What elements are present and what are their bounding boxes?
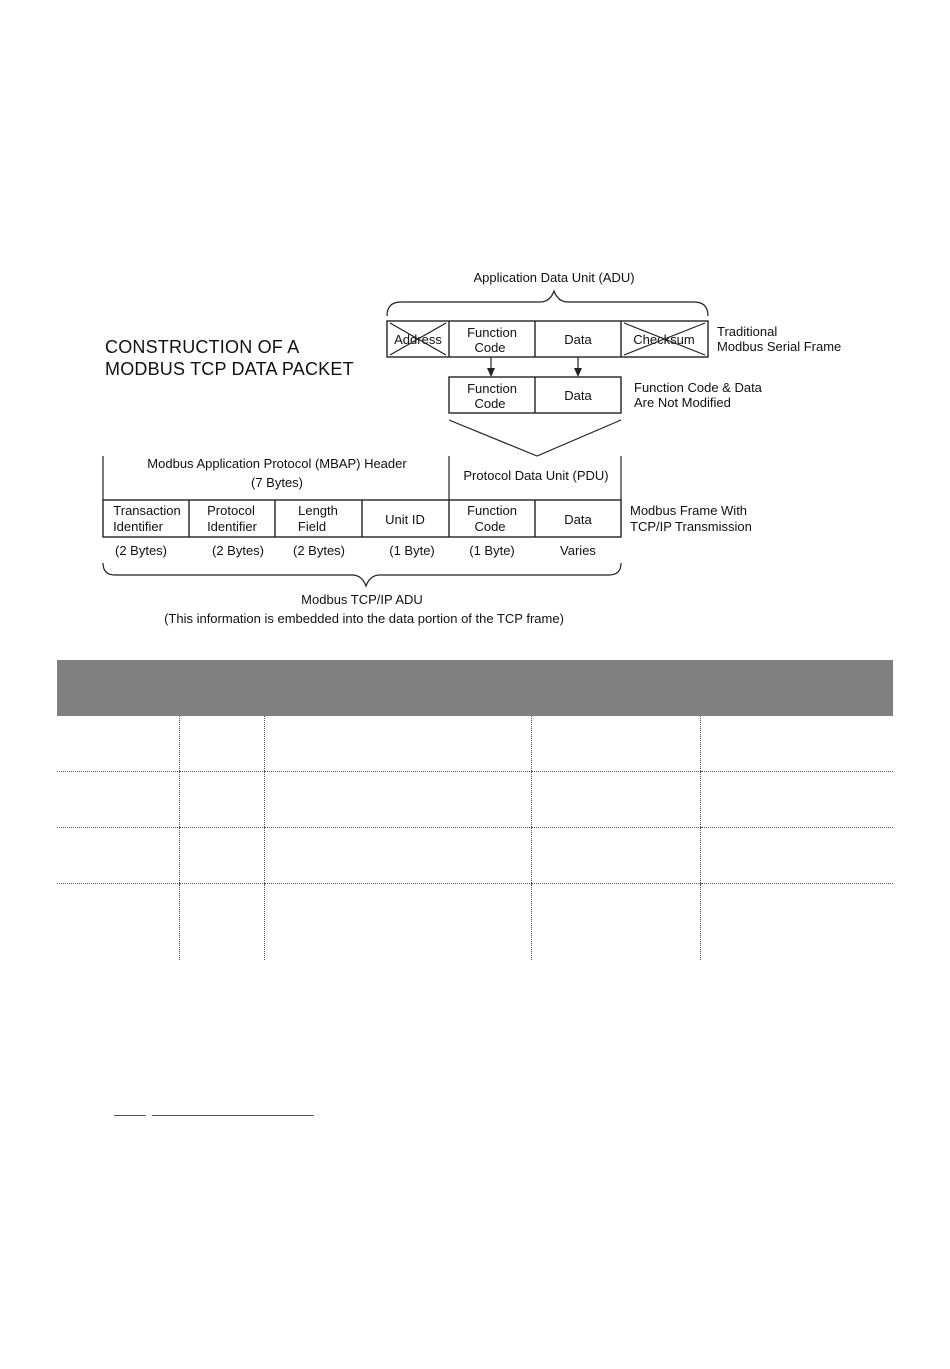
serial-side-label-1: Traditional — [717, 324, 778, 339]
modbus-tcp-diagram — [0, 0, 950, 650]
checksum-cell: Checksum — [633, 332, 695, 347]
address-cell: Address — [394, 332, 442, 347]
table-row — [57, 828, 893, 884]
length-label: Length — [298, 503, 338, 518]
serial-frame — [387, 321, 708, 357]
tcp-side-label-1: Modbus Frame With — [630, 503, 748, 518]
length-size: (2 Bytes) — [292, 543, 346, 558]
tcp-side-label-2: TCP/IP Transmission — [630, 519, 752, 534]
unit-id-size: (1 Byte) — [389, 543, 435, 558]
table-row — [57, 716, 893, 772]
table-header-cell — [264, 660, 531, 716]
link-underline-short[interactable] — [114, 1103, 146, 1116]
mbap-bytes-label: (7 Bytes) — [250, 475, 304, 490]
unit-id-cell: Unit ID — [385, 512, 425, 527]
blank-table — [57, 660, 893, 960]
link-underline-long[interactable] — [152, 1103, 314, 1116]
mbap-header-label: Modbus Application Protocol (MBAP) Header — [147, 456, 407, 471]
adu-brace — [387, 291, 708, 316]
table-row — [57, 772, 893, 828]
table-header-cell — [700, 660, 893, 716]
protocol-identifier-label: Identifier — [207, 519, 257, 534]
down-arrows — [487, 357, 582, 377]
serial-side-label-2: Modbus Serial Frame — [717, 339, 842, 354]
tcp-code-label: Code — [474, 519, 506, 534]
pdu-copy-code-label: Code — [474, 396, 506, 411]
table-header-cell — [57, 660, 179, 716]
pdu-copy-data-cell: Data — [564, 388, 592, 403]
serial-function-label: Function — [467, 325, 517, 340]
table-row — [57, 884, 893, 961]
pdu-copy-side-label-2: Are Not Modified — [634, 395, 731, 410]
adu-label: Application Data Unit (ADU) — [473, 270, 635, 285]
tcp-data-cell: Data — [564, 512, 592, 527]
pdu-copy-frame — [449, 377, 621, 413]
table-header-cell — [531, 660, 700, 716]
tcp-adu-note: (This information is embedded into the data portion of the TCP frame) — [164, 611, 564, 626]
table-header-cell — [179, 660, 264, 716]
title-line-2: MODBUS TCP DATA PACKET — [105, 359, 354, 379]
tcp-adu-brace — [103, 563, 621, 586]
tcp-adu-label: Modbus TCP/IP ADU — [301, 592, 423, 607]
funnel-lines — [449, 420, 621, 456]
serial-code-label: Code — [474, 340, 506, 355]
table-header-row — [57, 660, 893, 716]
pdu-label: Protocol Data Unit (PDU) — [463, 468, 609, 483]
length-field-label: Field — [297, 519, 327, 534]
pdu-copy-function-label: Function — [467, 381, 517, 396]
transaction-label: Transaction — [113, 503, 181, 518]
tcp-frame — [103, 500, 621, 537]
title-line-1: CONSTRUCTION OF A — [105, 337, 300, 357]
function-code-size: (1 Byte) — [469, 543, 515, 558]
transaction-size: (2 Bytes) — [114, 543, 168, 558]
transaction-identifier-label: Identifier — [113, 519, 163, 534]
tcp-function-label: Function — [467, 503, 517, 518]
serial-data-cell: Data — [564, 332, 592, 347]
protocol-size: (2 Bytes) — [211, 543, 265, 558]
data-size: Varies — [560, 543, 596, 558]
pdu-copy-side-label-1: Function Code & Data — [634, 380, 762, 395]
protocol-label: Protocol — [207, 503, 255, 518]
